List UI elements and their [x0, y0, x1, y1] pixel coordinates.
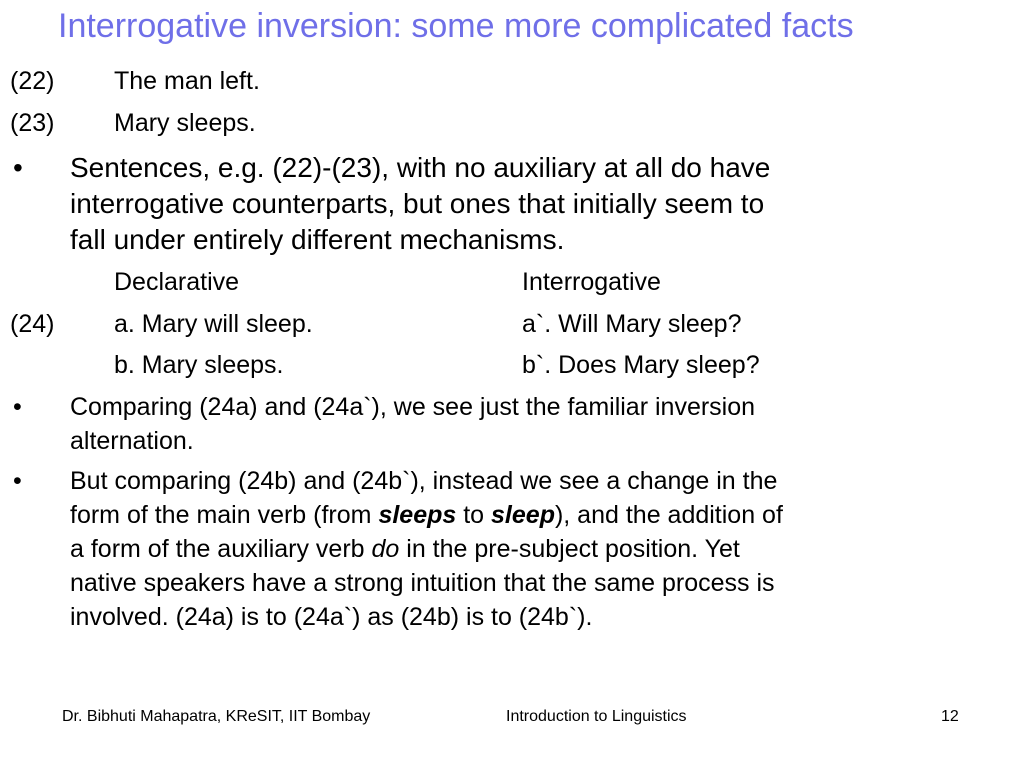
text-run: a form of the auxiliary verb — [70, 535, 372, 563]
bullet-line: interrogative counterparts, but ones that initially seem to — [70, 188, 765, 219]
bullet-line: involved. (24a) is to (24a`) as (24b) is to (24b`). — [70, 603, 593, 631]
interrogative-sentence: a`. Will Mary sleep? — [522, 310, 742, 338]
example-number: (22) — [10, 67, 55, 95]
emphasis-sleeps: sleeps — [378, 501, 457, 529]
example-number: (23) — [10, 109, 55, 137]
example-text: The man left. — [114, 67, 260, 95]
bullet-text — [70, 390, 970, 458]
column-header-declarative: Declarative — [114, 268, 240, 296]
emphasis-sleep: sleep — [491, 501, 555, 529]
footer-course: Introduction to Linguistics — [506, 708, 687, 725]
bullet-line: Comparing (24a) and (24a`), we see just the familiar inversion — [70, 393, 756, 421]
declarative-sentence: b. Mary sleeps. — [114, 351, 284, 379]
bullet-mark: • — [13, 152, 23, 183]
bullet-line: But comparing (24b) and (24b`), instead we see a change in the — [70, 467, 778, 495]
example-number: (24) — [10, 310, 55, 338]
bullet-line — [70, 498, 970, 532]
bullet-line: alternation. — [70, 427, 194, 455]
example-text: Mary sleeps. — [114, 109, 256, 137]
text-run: form of the main verb (from — [70, 501, 379, 529]
bullet-mark: • — [13, 467, 22, 495]
bullet-line — [70, 532, 970, 566]
bullet-mark: • — [13, 393, 22, 421]
footer-author: Dr. Bibhuti Mahapatra, KReSIT, IIT Bombay — [62, 708, 371, 725]
bullet-line: Sentences, e.g. (22)-(23), with no auxiliary at all do have — [70, 152, 771, 183]
text-run: to — [456, 501, 492, 529]
text-run: ), and the addition of — [554, 501, 783, 529]
bullet-line: native speakers have a strong intuition that the same process is — [70, 569, 775, 597]
bullet-line: fall under entirely different mechanisms. — [70, 224, 565, 255]
emphasis-do: do — [371, 535, 400, 563]
bullet-text — [70, 150, 970, 258]
interrogative-sentence: b`. Does Mary sleep? — [522, 351, 760, 379]
text-run: in the pre-subject position. Yet — [399, 535, 740, 563]
column-header-interrogative: Interrogative — [522, 268, 661, 296]
bullet-text — [70, 464, 970, 634]
slide-title: Interrogative inversion: some more complicated facts — [58, 7, 854, 45]
footer-page-number: 12 — [941, 708, 959, 725]
declarative-sentence: a. Mary will sleep. — [114, 310, 313, 338]
